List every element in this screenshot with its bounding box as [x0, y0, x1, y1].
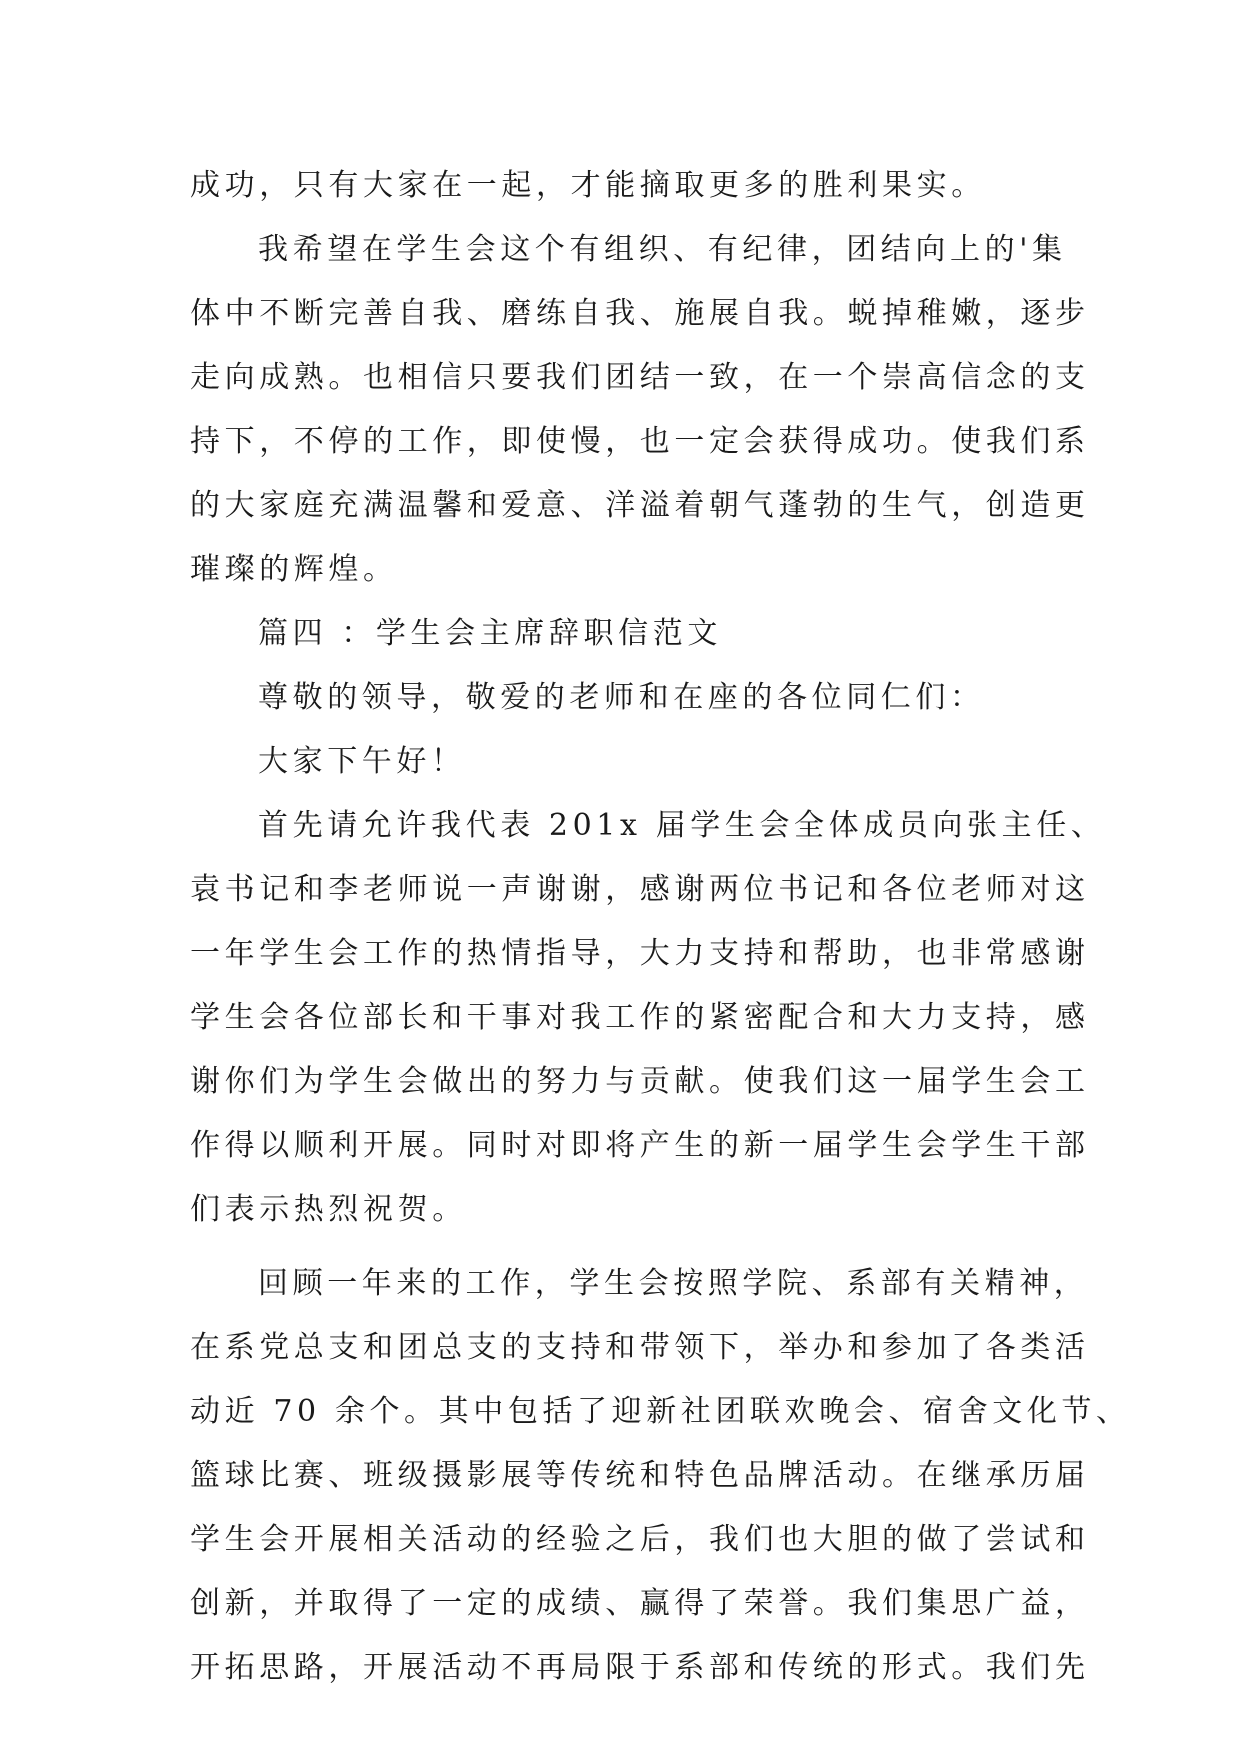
text-line: 动近 70 余个。其中包括了迎新社团联欢晚会、宿舍文化节、	[190, 1394, 1131, 1429]
text-line: 开拓思路，开展活动不再局限于系部和传统的形式。我们先	[190, 1650, 1090, 1685]
text-line: 们表示热烈祝贺。	[190, 1192, 467, 1227]
text-line: 学生会开展相关活动的经验之后，我们也大胆的做了尝试和	[190, 1522, 1090, 1557]
greeting: 大家下午好！	[258, 744, 466, 779]
text-line: 创新，并取得了一定的成绩、赢得了荣誉。我们集思广益，	[190, 1586, 1090, 1621]
paragraph-start-line: 回顾一年来的工作，学生会按照学院、系部有关精神，	[258, 1266, 1089, 1301]
text-line: 作得以顺利开展。同时对即将产生的新一届学生会学生干部	[190, 1128, 1090, 1163]
text-line: 一年学生会工作的热情指导，大力支持和帮助，也非常感谢	[190, 936, 1090, 971]
paragraph-start-line: 首先请允许我代表 201x 届学生会全体成员向张主任、	[258, 808, 1106, 843]
text-line: 学生会各位部长和干事对我工作的紧密配合和大力支持，感	[190, 1000, 1090, 1035]
text-line: 在系党总支和团总支的支持和带领下，举办和参加了各类活	[190, 1330, 1090, 1365]
section-heading: 篇四 ：学生会主席辞职信范文	[258, 616, 722, 651]
text-line: 袁书记和李老师说一声谢谢，感谢两位书记和各位老师对这	[190, 872, 1090, 907]
text-line: 璀璨的辉煌。	[190, 552, 398, 587]
text-line: 成功，只有大家在一起，才能摘取更多的胜利果实。	[190, 168, 986, 203]
text-line: 持下，不停的工作，即使慢，也一定会获得成功。使我们系	[190, 424, 1090, 459]
text-line: 篮球比赛、班级摄影展等传统和特色品牌活动。在继承历届	[190, 1458, 1090, 1493]
text-line: 谢你们为学生会做出的努力与贡献。使我们这一届学生会工	[190, 1064, 1090, 1099]
text-line: 的大家庭充满温馨和爱意、洋溢着朝气蓬勃的生气，创造更	[190, 488, 1090, 523]
salutation: 尊敬的领导，敬爱的老师和在座的各位同仁们：	[258, 680, 985, 715]
text-line: 走向成熟。也相信只要我们团结一致，在一个崇高信念的支	[190, 360, 1090, 395]
text-line: 体中不断完善自我、磨练自我、施展自我。蜕掉稚嫩，逐步	[190, 296, 1090, 331]
paragraph-start-line: 我希望在学生会这个有组织、有纪律，团结向上的'集	[258, 232, 1067, 267]
